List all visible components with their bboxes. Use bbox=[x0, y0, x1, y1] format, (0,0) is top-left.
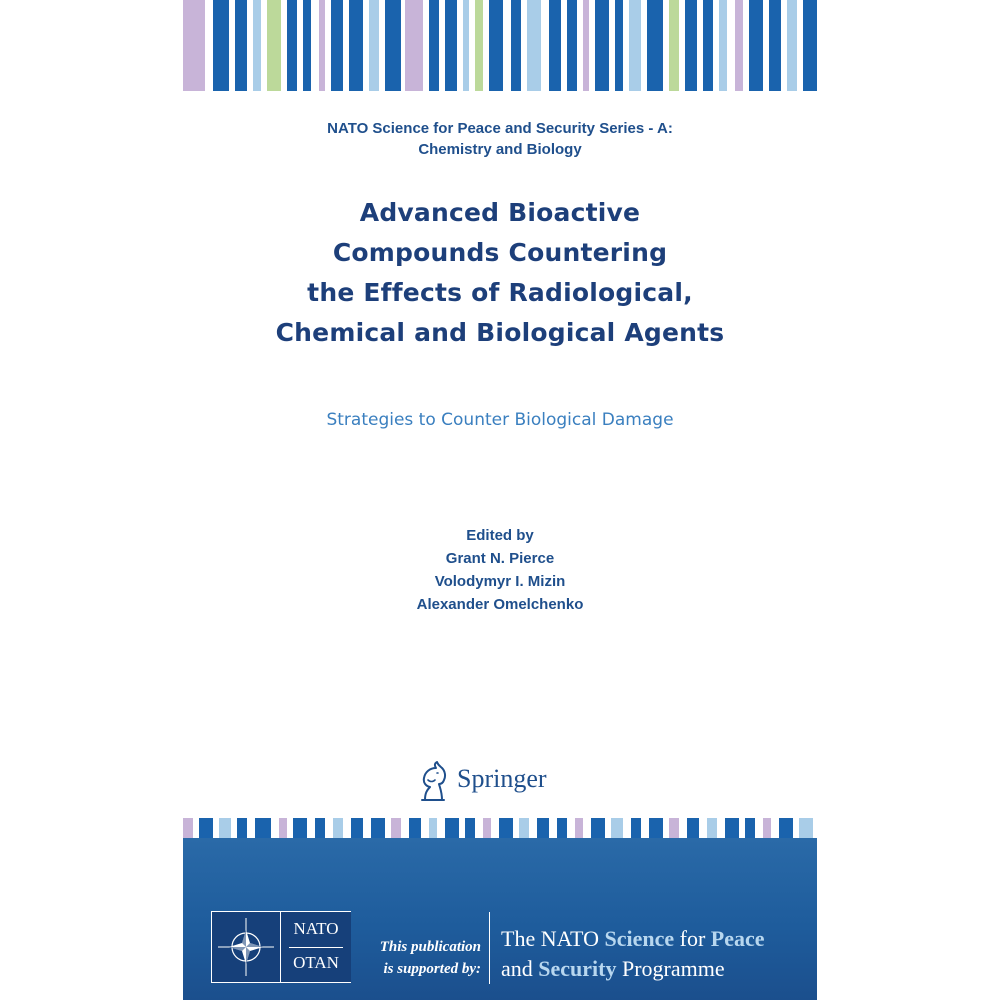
decorative-stripe bbox=[725, 818, 739, 838]
decorative-stripe bbox=[669, 818, 679, 838]
series-title bbox=[183, 118, 817, 160]
supported-by-text bbox=[363, 936, 481, 980]
publisher-name: Springer bbox=[457, 764, 547, 793]
decorative-stripe bbox=[391, 818, 401, 838]
decorative-stripe bbox=[787, 0, 797, 91]
book-subtitle: Strategies to Counter Biological Damage bbox=[326, 410, 674, 430]
decorative-stripe bbox=[549, 0, 561, 91]
decorative-stripe bbox=[803, 0, 817, 91]
nato-otan-wordmark bbox=[280, 912, 351, 982]
decorative-stripe bbox=[649, 818, 663, 838]
programme-text: for bbox=[674, 926, 711, 951]
programme-text: Programme bbox=[616, 956, 725, 981]
decorative-stripe bbox=[615, 0, 623, 91]
decorative-stripe bbox=[445, 818, 459, 838]
decorative-stripe bbox=[333, 818, 343, 838]
decorative-stripe bbox=[489, 0, 503, 91]
decorative-stripe bbox=[631, 818, 641, 838]
decorative-stripe bbox=[349, 0, 363, 91]
decorative-stripe bbox=[483, 818, 491, 838]
decorative-stripe bbox=[445, 0, 457, 91]
series-title-line-1: NATO Science for Peace and Security Series - A: bbox=[327, 120, 673, 137]
top-stripe-band bbox=[183, 0, 817, 91]
footer-divider bbox=[489, 912, 490, 984]
decorative-stripe bbox=[735, 0, 743, 91]
decorative-stripe bbox=[253, 0, 261, 91]
editor-name: Grant N. Pierce bbox=[445, 550, 555, 567]
decorative-stripe bbox=[279, 818, 287, 838]
book-title-line-3: the Effects of Radiological, bbox=[307, 278, 693, 307]
decorative-stripe bbox=[707, 818, 717, 838]
book-cover bbox=[183, 0, 817, 1000]
decorative-stripe bbox=[369, 0, 379, 91]
decorative-stripe bbox=[527, 0, 541, 91]
decorative-stripe bbox=[463, 0, 469, 91]
decorative-stripe bbox=[237, 818, 247, 838]
decorative-stripe bbox=[611, 818, 623, 838]
nato-divider bbox=[289, 947, 343, 948]
decorative-stripe bbox=[557, 818, 567, 838]
programme-text: The NATO bbox=[501, 926, 605, 951]
nato-footer bbox=[183, 838, 817, 1000]
decorative-stripe bbox=[465, 818, 475, 838]
nato-word: NATO bbox=[293, 919, 339, 938]
decorative-stripe bbox=[351, 818, 363, 838]
decorative-stripe bbox=[385, 0, 401, 91]
decorative-stripe bbox=[409, 818, 421, 838]
book-title-line-2: Compounds Countering bbox=[332, 238, 668, 267]
decorative-stripe bbox=[519, 818, 529, 838]
series-title-line-2: Chemistry and Biology bbox=[418, 141, 582, 158]
decorative-stripe bbox=[779, 818, 793, 838]
decorative-stripe bbox=[745, 818, 755, 838]
decorative-stripe bbox=[763, 818, 771, 838]
supported-line-1: This publication bbox=[379, 939, 481, 955]
decorative-stripe bbox=[267, 0, 281, 91]
programme-line-2 bbox=[501, 954, 765, 984]
nato-otan-logo bbox=[211, 911, 351, 983]
decorative-stripe bbox=[293, 818, 307, 838]
book-title bbox=[183, 193, 817, 353]
book-title-line-4: Chemical and Biological Agents bbox=[275, 318, 725, 347]
decorative-stripe bbox=[475, 0, 483, 91]
decorative-stripe bbox=[769, 0, 781, 91]
decorative-stripe bbox=[749, 0, 763, 91]
decorative-stripe bbox=[183, 0, 205, 91]
middle-stripe-band bbox=[183, 818, 817, 838]
publisher-logo bbox=[413, 760, 593, 804]
decorative-stripe bbox=[799, 818, 813, 838]
programme-accent: Security bbox=[538, 956, 617, 981]
decorative-stripe bbox=[371, 818, 385, 838]
decorative-stripe bbox=[213, 0, 229, 91]
editor-name: Alexander Omelchenko bbox=[416, 596, 584, 613]
decorative-stripe bbox=[303, 0, 311, 91]
decorative-stripe bbox=[537, 818, 549, 838]
decorative-stripe bbox=[583, 0, 589, 91]
decorative-stripe bbox=[719, 0, 727, 91]
decorative-stripe bbox=[685, 0, 697, 91]
decorative-stripe bbox=[511, 0, 521, 91]
springer-horse-icon bbox=[413, 760, 453, 804]
editors-block bbox=[183, 524, 817, 616]
decorative-stripe bbox=[429, 818, 437, 838]
decorative-stripe bbox=[575, 818, 583, 838]
decorative-stripe bbox=[499, 818, 513, 838]
supported-line-2: is supported by: bbox=[383, 961, 481, 977]
otan-word: OTAN bbox=[293, 953, 339, 972]
decorative-stripe bbox=[669, 0, 679, 91]
decorative-stripe bbox=[199, 818, 213, 838]
decorative-stripe bbox=[315, 818, 325, 838]
decorative-stripe bbox=[595, 0, 609, 91]
programme-text: and bbox=[501, 956, 539, 981]
edited-by-label: Edited by bbox=[466, 527, 534, 544]
nato-compass-star-icon bbox=[212, 912, 280, 982]
programme-line-1 bbox=[501, 924, 765, 954]
decorative-stripe bbox=[287, 0, 297, 91]
decorative-stripe bbox=[235, 0, 247, 91]
book-title-line-1: Advanced Bioactive bbox=[359, 198, 641, 227]
decorative-stripe bbox=[331, 0, 343, 91]
decorative-stripe bbox=[255, 818, 271, 838]
decorative-stripe bbox=[703, 0, 713, 91]
decorative-stripe bbox=[647, 0, 663, 91]
programme-name bbox=[501, 924, 765, 984]
decorative-stripe bbox=[429, 0, 439, 91]
decorative-stripe bbox=[687, 818, 699, 838]
decorative-stripe bbox=[183, 818, 193, 838]
decorative-stripe bbox=[219, 818, 231, 838]
programme-accent: Peace bbox=[710, 926, 765, 951]
decorative-stripe bbox=[629, 0, 641, 91]
decorative-stripe bbox=[591, 818, 605, 838]
decorative-stripe bbox=[567, 0, 577, 91]
nato-emblem bbox=[212, 912, 280, 982]
decorative-stripe bbox=[319, 0, 325, 91]
decorative-stripe bbox=[405, 0, 423, 91]
editor-name: Volodymyr I. Mizin bbox=[434, 573, 566, 590]
programme-accent: Science bbox=[604, 926, 675, 951]
